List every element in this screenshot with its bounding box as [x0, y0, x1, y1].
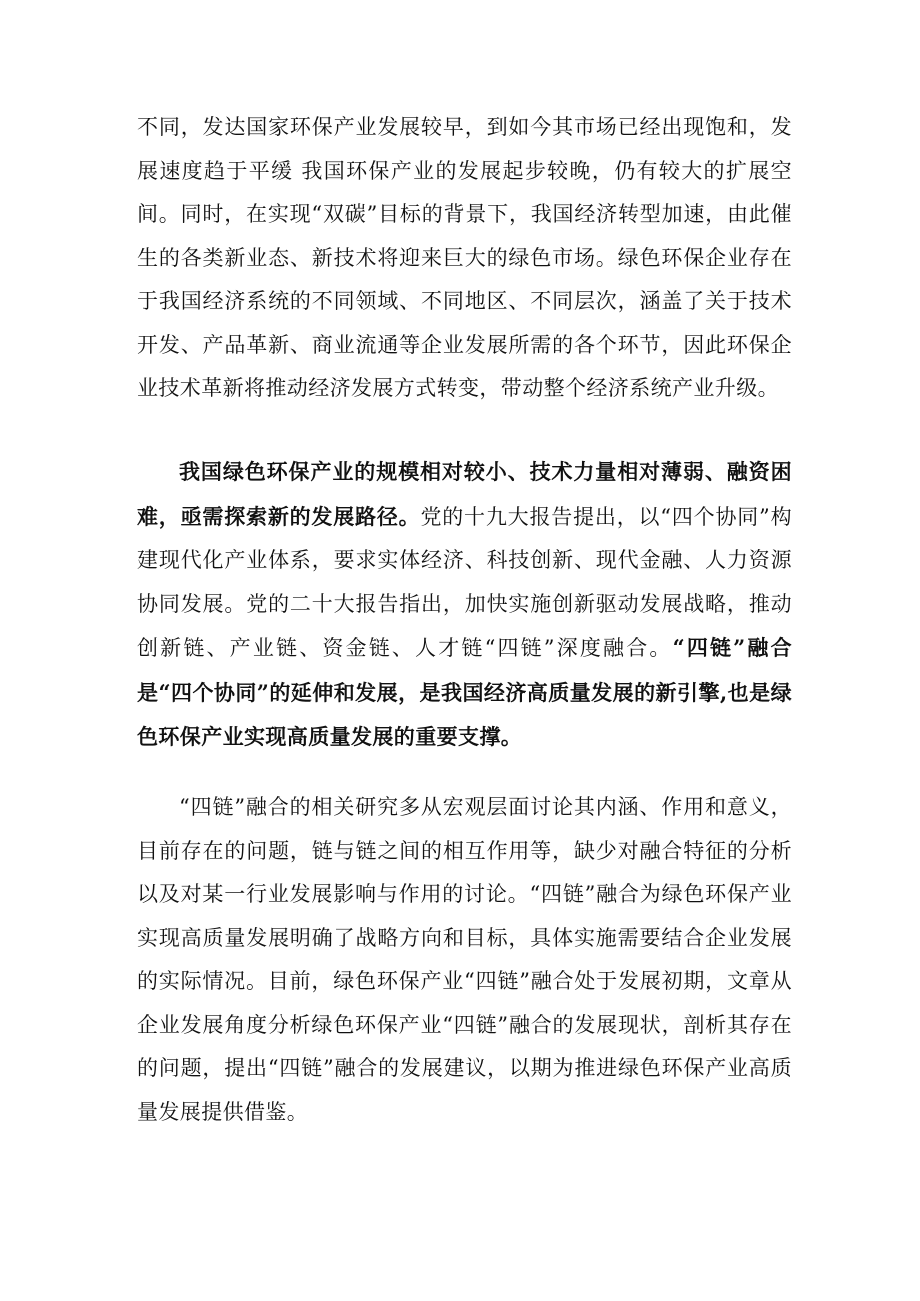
- paragraph-1-text: 不同，发达国家环保产业发展较早，到如今其市场已经出现饱和，发展速度趋于平缓 我国环保产业的发展起步较晚，仍有较大的扩展空间。同时，在实现“双碳”目标的背景下，我国经济转型加速，由此催生的各类新业态、新技术将迎来巨大的绿色市场。绿色环保企业存在于我国经济系统的不同领域、不同地区、不同层次，涵盖了关于技术开发、产品革新、商业流通等企业发展所需的各个环节，因此环保企业技术革新将推动经济发展方式转变，带动整个经济系统产业升级。: [137, 115, 792, 400]
- paragraph-2-bold-conclusion: “四链”融合是“四个协同”的延伸和发展，是我国经济高质量发展的新引擎,也是绿色环保产业实现高质量发展的重要支撑。: [137, 635, 792, 749]
- paragraph-2-body: 党的十九大报告提出，以“四个协同”构建现代化产业体系，要求实体经济、科技创新、现代金融、人力资源协同发展。党的二十大报告指出，加快实施创新驱动发展战略，推动创新链、产业链、资金链、人才链“四链”深度融合。: [137, 504, 792, 660]
- paragraph-2: [137, 450, 792, 760]
- paragraph-2-bold-lead: 我国绿色环保产业的规模相对较小、技术力量相对薄弱、融资困难，亟需探索新的发展路径。: [137, 459, 792, 529]
- paragraph-1: [137, 106, 792, 411]
- paragraph-3-text: “四链”融合的相关研究多从宏观层面讨论其内涵、作用和意义，目前存在的问题，链与链之间的相互作用等，缺少对融合特征的分析以及对某一行业发展影响与作用的讨论。“四链”融合为绿色环保产业实现高质量发展明确了战略方向和目标，具体实施需要结合企业发展的实际情况。目前，绿色环保产业“四链”融合处于发展初期，文章从企业发展角度分析绿色环保产业“四链”融合的发展现状，剖析其存在的问题，提出“四链”融合的发展建议，以期为推进绿色环保产业高质量发展提供借鉴。: [137, 795, 792, 1124]
- paragraph-3: [137, 786, 792, 1134]
